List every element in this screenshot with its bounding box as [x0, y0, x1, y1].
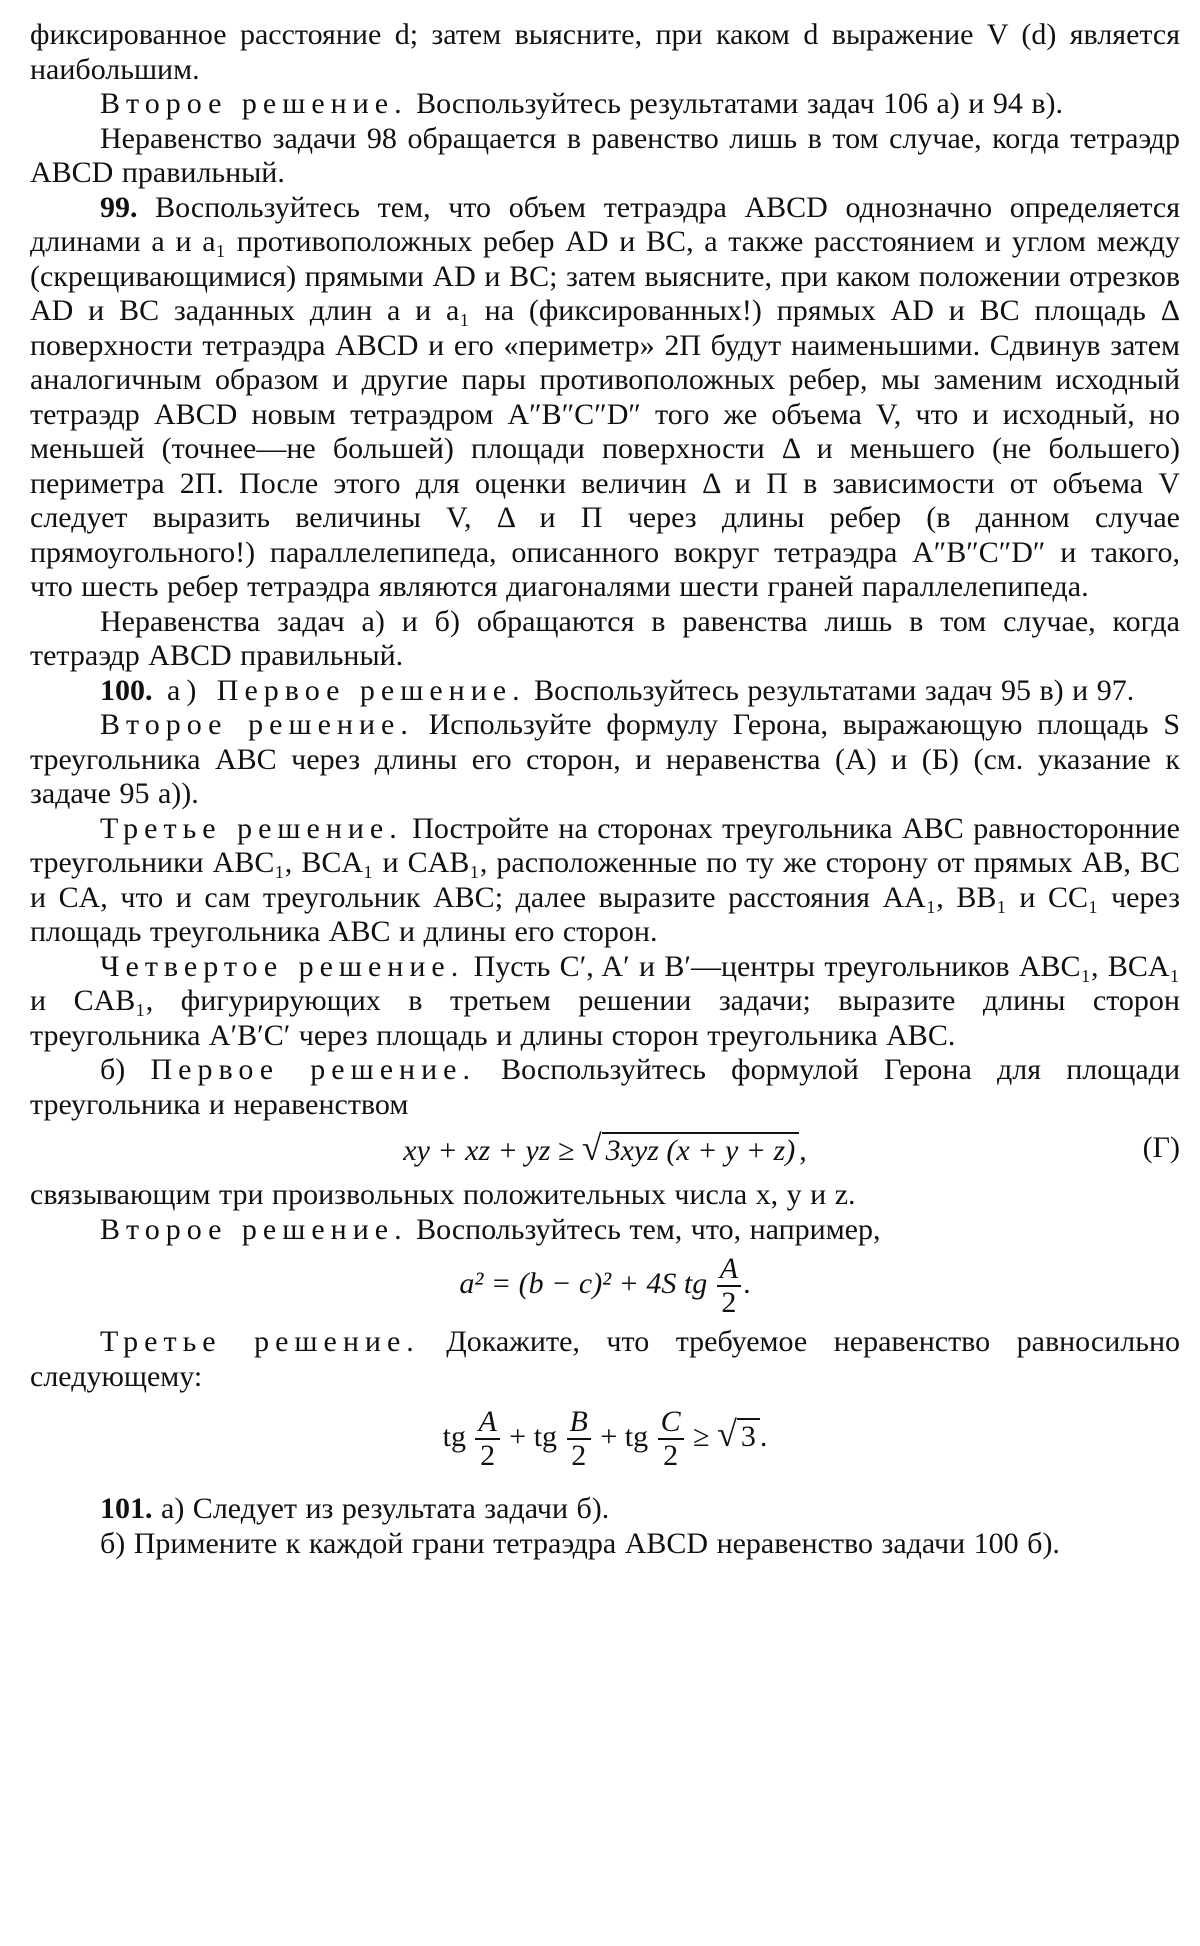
solution-label: Второе решение.	[100, 1212, 408, 1246]
problem-number-101: 101.	[100, 1492, 153, 1525]
paragraph-99: 99. Воспользуйтесь тем, что объем тетраэдра ABCD однозначно определяется длинами a и a₁ противоположных ребер AD и BC, а также расстоянием и углом между (скрещивающимися) прямыми AD и BC; затем выясните, при каком положении отрезков AD и BC заданных длин a и a₁ на (фиксированных!) прямых AD и BC площадь Δ поверхности тетраэдра ABCD и его «периметр» 2П будут наименьшими. Сдвинув затем аналогичным образом и другие пары противоположных ребер, мы заменим исходный тетраэдр ABCD новым тетраэдром A″B″C″D″ того же объема V, что и исходный, но меньшей (точнее—не большей) площади поверхности Δ и меньшего (не большего) периметра 2П. После этого для оценки величин Δ и П в зависимости от объема V следует выразить величины V, Δ и П через длины ребер (в данном случае прямоугольного!) параллелепипеда, описанного вокруг тетраэдра A″B″C″D″ и такого, что шесть ребер тетраэдра являются диагоналями шести граней параллелепипеда.	[30, 190, 1180, 603]
solution-label: Второе решение.	[100, 87, 408, 120]
solution-label: Третье решение.	[100, 1325, 420, 1358]
fraction: $\frac{B}{2}$	[567, 1406, 591, 1472]
fraction: $\frac{C}{2}$	[658, 1406, 684, 1472]
solution-label: Второе решение.	[100, 708, 414, 741]
problem-number-99: 99.	[100, 190, 138, 224]
paragraph-98-second-solution: Второе решение. Воспользуйтесь результатами задач 106 а) и 94 в).	[100, 87, 1063, 120]
paragraph-98-equality: Неравенство задачи 98 обращается в равенство лишь в том случае, когда тетраэдр ABCD правильный.	[30, 121, 1180, 189]
solution-label: Третье решение.	[100, 811, 403, 845]
problem-number-100: 100.	[100, 673, 153, 707]
paragraph-100b-third: Третье решение. Докажите, что требуемое неравенство равносильно следующему:	[30, 1325, 1181, 1393]
paragraph-101a: 101. а) Следует из результата задачи б).	[100, 1492, 610, 1525]
sqrt-sign: √	[717, 1413, 737, 1454]
formula-tangent-sum: tg $\frac{A}{2}$ + tg $\frac{B}{2}$ + tg $\frac{C}{2}$ ≥ √ 3 .	[442, 1405, 768, 1472]
solution-label: Четвертое решение.	[100, 949, 465, 983]
equation-tag: (Г)	[1142, 1131, 1180, 1164]
paragraph-100a-fourth: Четвертое решение. Пусть C′, A′ и B′—центры треугольников ABC₁, BCA₁ и CAB₁, фигурирующих в третьем решении задачи; выразите длины сторон треугольника A′B′C′ через площадь и длины сторон треугольника ABC.	[30, 949, 1181, 1052]
paragraph-101b: б) Примените к каждой грани тетраэдра ABCD неравенство задачи 100 б).	[100, 1526, 1060, 1560]
fraction: $\frac{A}{2}$	[717, 1253, 741, 1319]
paragraph-100a-third: Третье решение. Постройте на сторонах треугольника ABC равносторонние треугольники ABC₁, BCA₁ и CAB₁, расположенные по ту же сторону от прямых AB, BC и CA, что и сам треугольник ABC; далее выразите расстояния AA₁, BB₁ и CC₁ через площадь треугольника ABC и длины его сторон.	[30, 811, 1180, 948]
paragraph-continuation: фиксированное расстояние d; затем выясните, при каком d выражение V (d) является наибольшим.	[30, 18, 1180, 86]
formula-gamma: xy + xz + yz ≥ √ 3xyz (x + y + z) , (Г)	[403, 1128, 1180, 1168]
book-page	[30, 18, 1180, 1561]
solution-label: а) Первое решение.	[152, 673, 526, 707]
fraction: $\frac{A}{2}$	[475, 1406, 499, 1472]
sqrt-sign: √	[581, 1128, 602, 1168]
paragraph-100b-first: б) Первое решение. Воспользуйтесь формулой Герона для площади треугольника и неравенством	[30, 1053, 1180, 1121]
paragraph-100b-after-formula: связывающим три произвольных положительных числа x, y и z.	[30, 1178, 856, 1211]
paragraph-99-equality: Неравенства задач а) и б) обращаются в равенства лишь в том случае, когда тетраэдр ABCD правильный.	[30, 604, 1180, 672]
paragraph-100a-second: Второе решение. Используйте формулу Герона, выражающую площадь S треугольника ABC через длины его сторон, и неравенства (А) и (Б) (см. указание к задаче 95 а)).	[30, 708, 1180, 810]
formula-a-squared: a² = (b − c)² + 4S tg $\frac{A}{2}$ .	[459, 1252, 751, 1319]
solution-label: Первое решение.	[150, 1053, 476, 1086]
radicand: 3xyz (x + y + z)	[602, 1132, 800, 1167]
paragraph-100a-first: 100. а) Первое решение. Воспользуйтесь результатами задач 95 в) и 97.	[100, 673, 1135, 707]
paragraph-100b-second: Второе решение. Воспользуйтесь тем, что, например,	[100, 1212, 881, 1246]
radicand: 3	[737, 1418, 760, 1453]
